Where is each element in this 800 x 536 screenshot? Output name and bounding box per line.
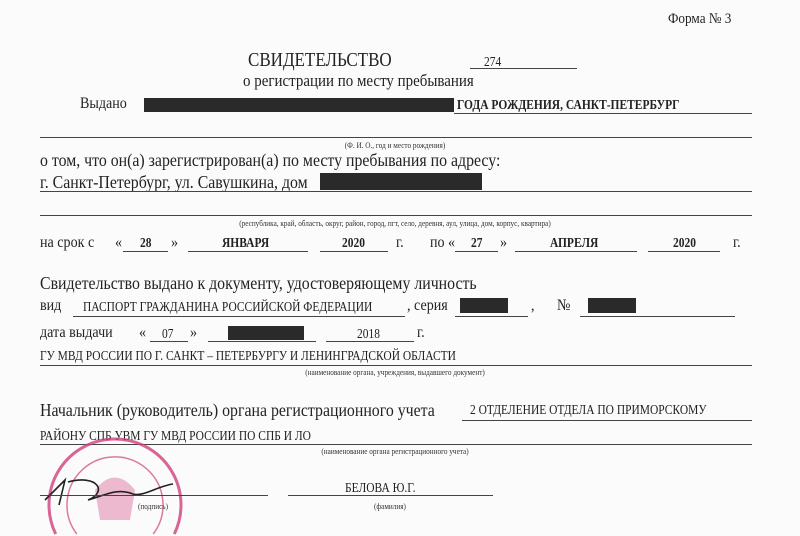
signature-caption: (подпись) [137,501,169,511]
document-title: СВИДЕТЕЛЬСТВО [248,49,392,71]
redacted-address [320,173,482,190]
issued-to-label: Выдано [80,95,127,112]
quote: » [171,234,179,251]
issue-day: 07 [162,327,174,342]
underline [515,251,637,252]
issue-year: 2018 [357,327,380,342]
underline [208,341,316,342]
underline [40,191,752,192]
underline [648,251,720,252]
certificate-number: 274 [484,55,502,70]
to-month: АПРЕЛЯ [550,236,599,251]
redacted-number [588,298,636,313]
form-number: Форма № 3 [668,11,732,27]
kind-label: вид [40,297,62,314]
document-subtitle: о регистрации по месту пребывания [243,71,474,90]
quote: » [500,234,508,251]
issuer-caption: (наименование органа, учреждения, выдавшего документ) [305,367,485,377]
year-suffix: г. [396,234,404,251]
underline [580,316,735,317]
from-month: ЯНВАРЯ [222,236,270,251]
issued-to-value: ГОДА РОЖДЕНИЯ, САНКТ-ПЕТЕРБУРГ [457,98,680,113]
year-suffix: г. [417,324,425,341]
underline [40,365,752,366]
from-year: 2020 [342,236,365,251]
underline [73,316,405,317]
year-suffix: г. [733,234,741,251]
from-day: 28 [140,236,152,251]
underline [40,215,752,216]
quote: « [115,234,123,251]
comma: , [531,297,535,314]
document-issuer: ГУ МВД РОССИИ ПО Г. САНКТ – ПЕТЕРБУРГУ И ЛЕНИНГРАДСКОЙ ОБЛАСТИ [40,349,456,364]
signature-line [40,495,268,496]
underline [188,251,308,252]
underline [455,251,498,252]
quote: « [139,324,147,341]
number-label: № [557,297,571,314]
period-from-label: на срок с [40,234,95,251]
issued-to-caption: (Ф. И. О., год и место рождения) [344,140,446,150]
name-caption: (фамилия) [374,501,406,511]
address-caption: (республика, край, область, округ, район, город, пгт, село, деревня, аул, улица, дом, корпус, квартира) [239,218,551,228]
underline [455,316,528,317]
underline [150,341,188,342]
to-year: 2020 [673,236,696,251]
quote: » [190,324,198,341]
underline [454,113,752,114]
signatory-name: БЕЛОВА Ю.Г. [345,481,416,496]
authority-line2: РАЙОНУ СПБ УВМ ГУ МВД РОССИИ ПО СПБ И ЛО [40,429,311,444]
redacted-issue-month [228,326,304,340]
series-label: , серия [407,297,448,314]
redacted-series [460,298,508,313]
underline [326,341,414,342]
underline [470,68,577,69]
authority-line1: 2 ОТДЕЛЕНИЕ ОТДЕЛА ПО ПРИМОРСКОМУ [470,403,707,418]
issue-date-label: дата выдачи [40,324,113,341]
name-line [288,495,493,496]
authority-label: Начальник (руководитель) органа регистрационного учета [40,400,435,420]
underline [123,251,168,252]
underline [320,251,388,252]
address-value: г. Санкт-Петербург, ул. Савушкина, дом [40,172,308,192]
redacted-name [144,98,454,112]
period-to-label: по [430,234,445,251]
address-intro: о том, что он(а) зарегистрирован(а) по месту пребывания по адресу: [40,150,501,170]
quote: « [448,234,456,251]
document-kind: ПАСПОРТ ГРАЖДАНИНА РОССИЙСКОЙ ФЕДЕРАЦИИ [83,300,373,315]
authority-caption: (наименование органа регистрационного учета) [321,446,469,456]
document-intro: Свидетельство выдано к документу, удостоверяющему личность [40,273,477,293]
to-day: 27 [471,236,483,251]
underline [462,420,752,421]
underline [40,137,752,138]
